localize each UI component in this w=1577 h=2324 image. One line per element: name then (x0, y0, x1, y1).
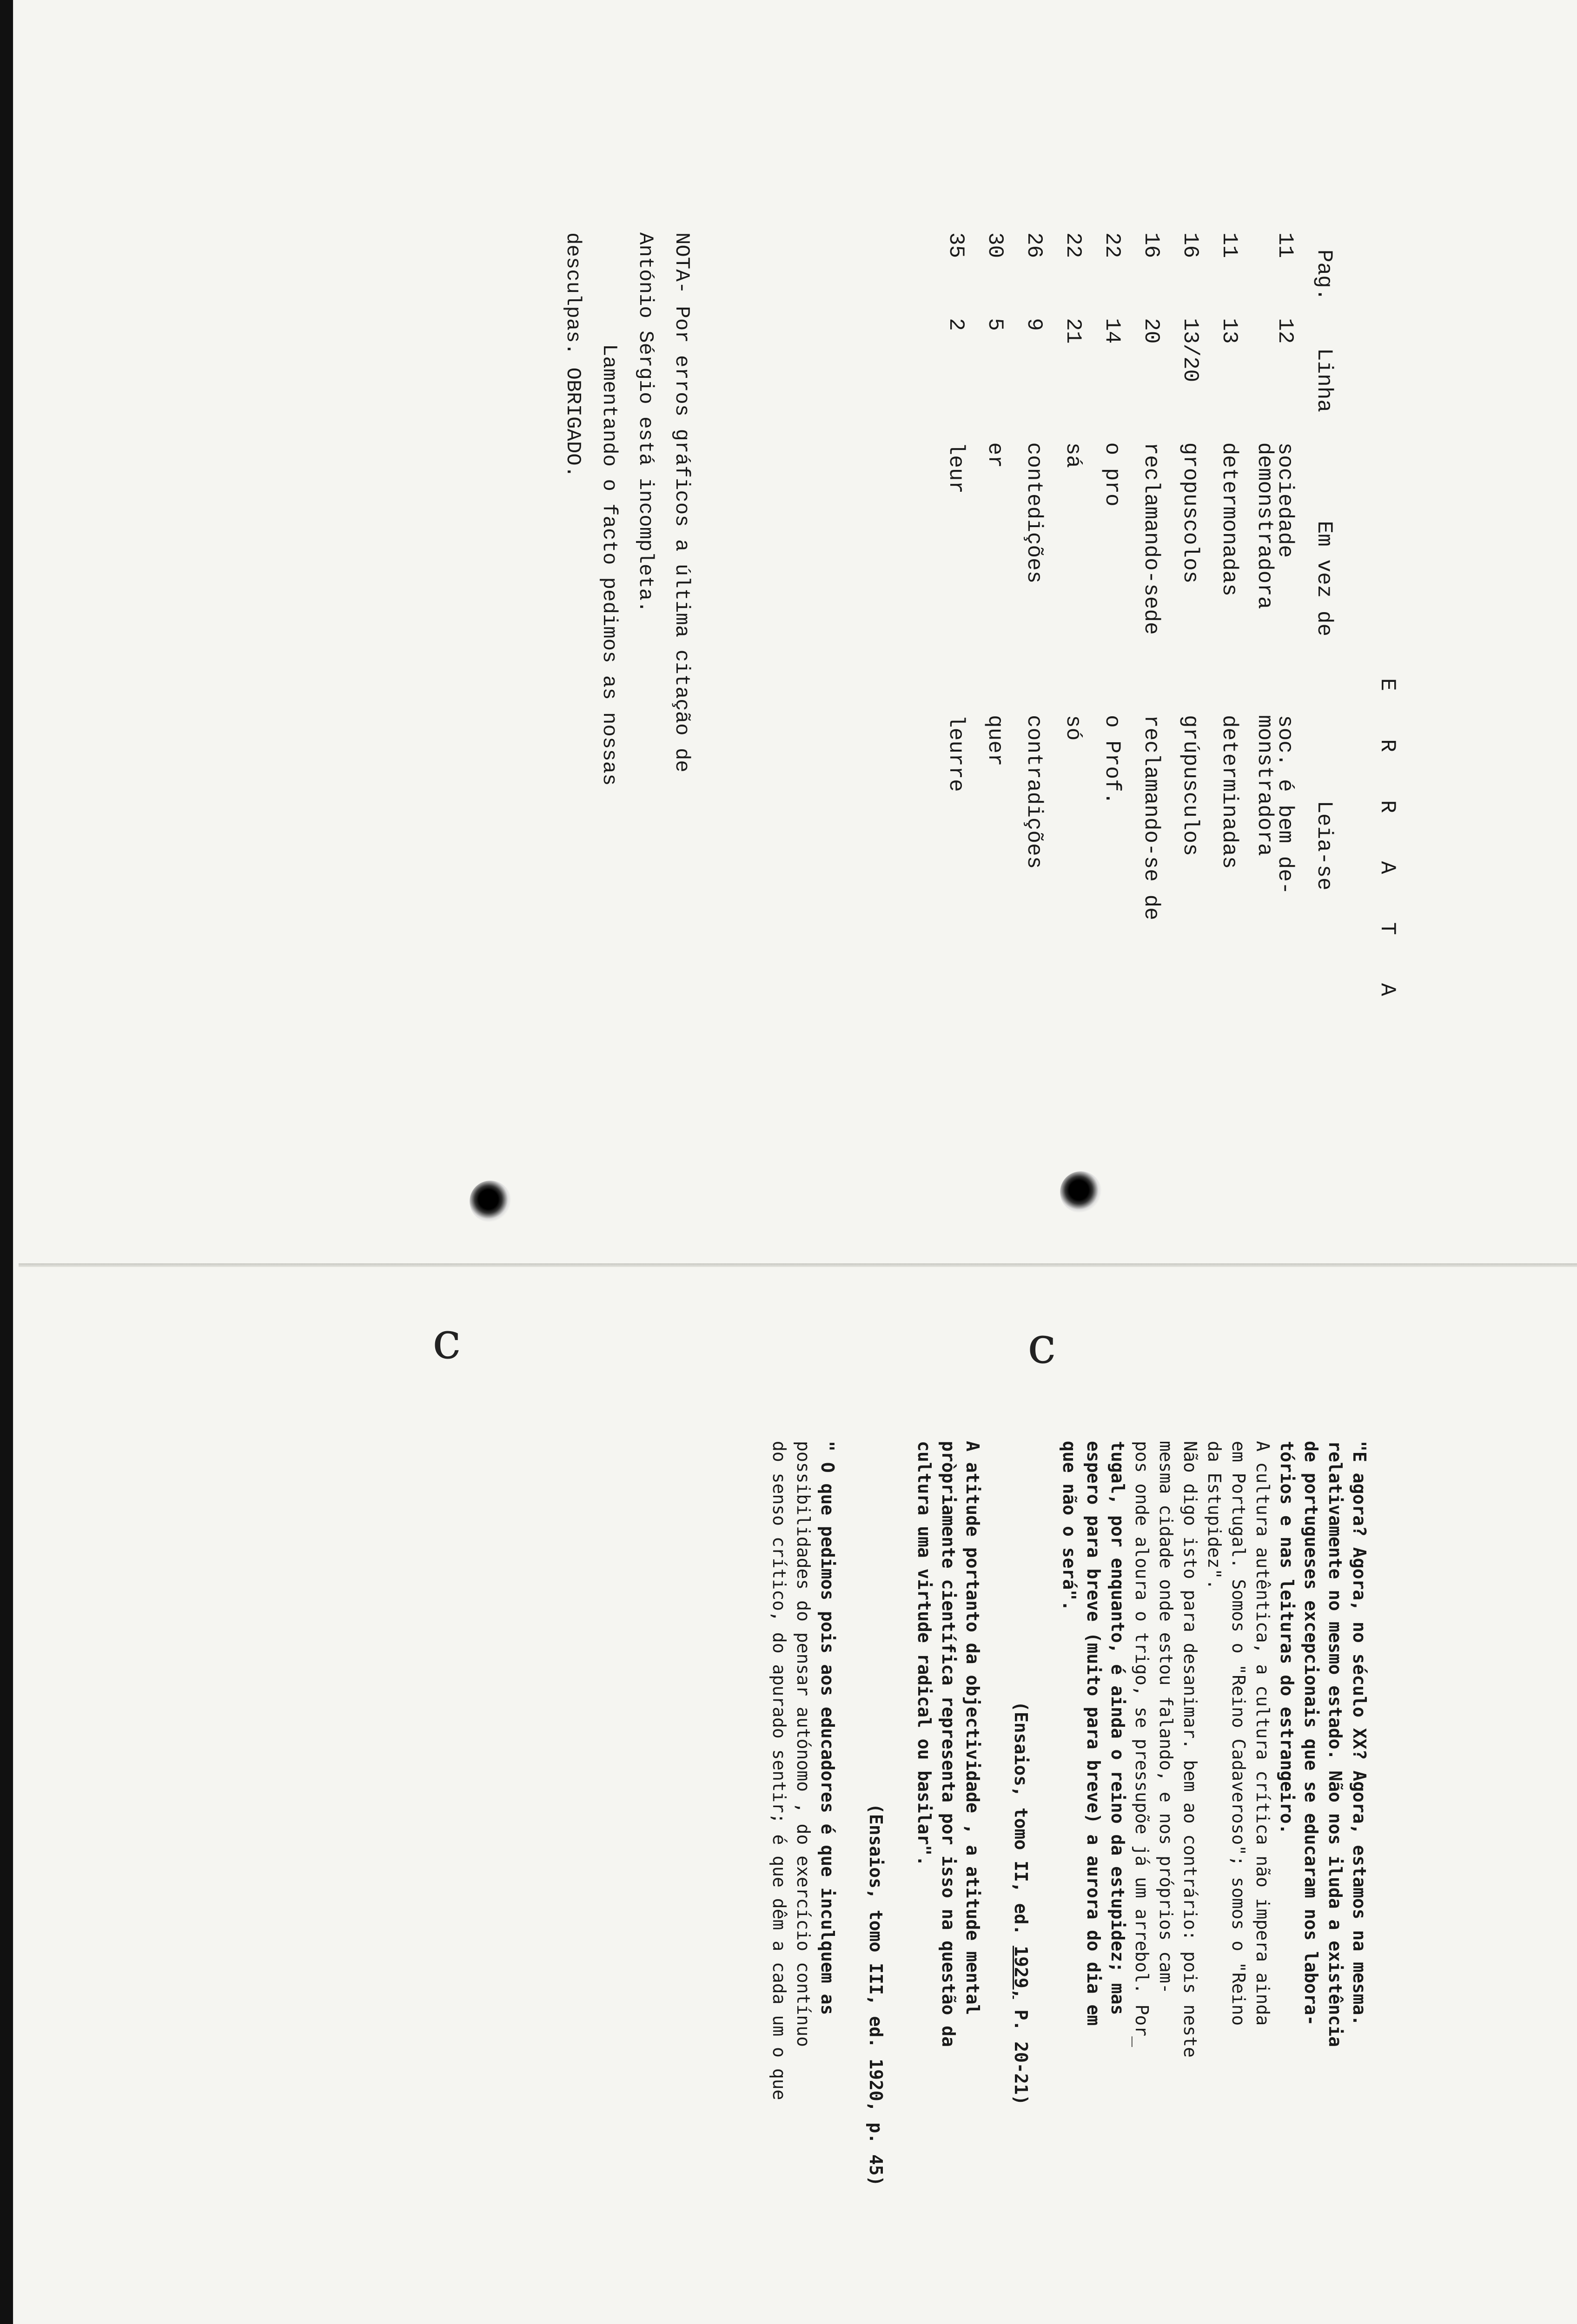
cell-leia-se: grúpusculos (1178, 715, 1202, 856)
spacer (1033, 1441, 1057, 2324)
spacer (888, 1441, 912, 2324)
cell-leia-se: determinadas (1217, 715, 1241, 869)
quotations-section (116, 1441, 1372, 2324)
note-line: desculpas. OBRIGADO. (561, 232, 584, 478)
errata-table (927, 232, 1334, 976)
cell-linha: 13 (1217, 318, 1241, 344)
cell-em-vez-de: leur (944, 442, 968, 494)
cell-linha: 13/20 (1178, 318, 1202, 383)
cell-pag: 11 (1273, 232, 1297, 258)
cell-linha: 2 (944, 318, 968, 331)
citation: (Ensaios, tomo III, ed. 1920, p. 45) (866, 1803, 886, 2186)
quote-line: possibilidades do pensar autónomo , do exercício contínuo (793, 1441, 814, 2047)
cell-pag: 30 (983, 232, 1007, 258)
errata-row (1044, 232, 1083, 976)
cell-em-vez-de: reclamando-sede (1139, 442, 1163, 635)
quote-line: relativamente no mesmo estado. Não nos iluda a existência (1325, 1441, 1345, 2047)
errata-row (1200, 232, 1239, 976)
quote-line: Não digo isto para desanimar. bem ao contrário: pois neste (1180, 1441, 1200, 2058)
quote-line: mesma cidade onde estou falando, e nos próprios cam- (1156, 1441, 1176, 1994)
punch-hole (1060, 1171, 1102, 1213)
quote-line: do senso crítico, do apurado sentir; é que dêm a cada um o que (769, 1441, 789, 2100)
citation-year: 1929, (1011, 1946, 1031, 1999)
header-pag: Pag. (1312, 249, 1336, 301)
header-em-vez-de: Em vez de (1312, 521, 1336, 637)
spacer (985, 1441, 1009, 2324)
cell-em-vez-de: contedições (1022, 442, 1046, 584)
citation (1009, 1441, 1033, 2324)
errata-row (1083, 232, 1122, 976)
cell-pag: 22 (1061, 232, 1085, 258)
errata-row (1161, 232, 1200, 976)
quote-line: que não o será". (1059, 1441, 1080, 1611)
citation-suffix: P. 20-21) (1011, 1999, 1031, 2106)
errata-row (927, 232, 966, 976)
errata-row (1005, 232, 1044, 976)
page-fold-line (19, 1263, 1577, 1267)
quote-line: pos onde aloura o trigo, se pressupõe já um arrebol. Por_ (1132, 1441, 1152, 2047)
cell-linha: 20 (1139, 318, 1163, 344)
cell-pag: 35 (944, 232, 968, 258)
errata-header-row (1295, 232, 1334, 976)
cell-pag: 26 (1022, 232, 1046, 258)
header-linha: Linha (1312, 348, 1336, 412)
quote-line: tórios e nas leituras do estrangeiro. (1277, 1441, 1297, 1835)
errata-row (966, 232, 1005, 976)
errata-title: E R R A T A (1375, 678, 1399, 1014)
cell-em-vez-de: gropuscolos (1178, 442, 1202, 584)
cell-pag: 16 (1139, 232, 1163, 258)
cell-leia-se: quer (983, 715, 1007, 766)
note-line: NOTA- Por erros gráficos a última citação de (670, 232, 693, 772)
quote-line: "E agora? Agora, no século XX? Agora, estamos na mesma. (1349, 1441, 1370, 2026)
quote-line: pròpriamente científica representa por isso na questão da (938, 1441, 959, 2047)
punch-hole (470, 1181, 511, 1222)
errata-row (1122, 232, 1161, 976)
quote-line: cultura uma virtude radical ou basilar". (914, 1441, 934, 1867)
cell-em-vez-de: determonadas (1217, 442, 1241, 596)
quote-line: A cultura autêntica, a cultura crítica não impera ainda (1252, 1441, 1273, 2026)
quote-line: A atitude portanto da objectividade , a atitude mental (962, 1441, 983, 2015)
margin-mark: c (1027, 1315, 1056, 1375)
errata-row (1239, 232, 1295, 976)
cell-leia-se: só (1061, 715, 1085, 741)
quote-line: da Estupidez". (1204, 1441, 1225, 1590)
cell-pag: 11 (1217, 232, 1241, 258)
errata-section (377, 232, 1399, 1218)
quote-line: em Portugal. Somos o "Reino Cadaveroso"; somos o "Reino (1228, 1441, 1249, 2026)
cell-leia-se: reclamando-se de (1139, 715, 1163, 920)
cell-pag: 22 (1100, 232, 1124, 258)
quote-line: tugal, por enquanto, é ainda o reino da estupidez; mas (1107, 1441, 1128, 2015)
citation-prefix: (Ensaios, tomo II, ed. (1011, 1701, 1031, 1946)
quote-line: de portugueses excepcionais que se educaram nos labora- (1301, 1441, 1321, 2026)
note-line: António Sérgio está incompleta. (634, 232, 657, 613)
cell-leia-se: leurre (944, 715, 968, 792)
quote-line: espero para breve (muito para breve) a aurora do dia em (1083, 1441, 1104, 2026)
cell-leia-se: contradições (1022, 715, 1046, 869)
cell-em-vez-de: o pro (1100, 442, 1124, 507)
scan-left-edge (0, 0, 13, 2324)
cell-linha: 9 (1022, 318, 1046, 331)
note-line: Lamentando o facto pedimos as nossas (597, 344, 621, 786)
header-leia-se: Leia-se (1312, 800, 1336, 891)
cell-linha: 5 (983, 318, 1007, 331)
cell-em-vez-de: sociedade demonstradora (1252, 442, 1297, 609)
cell-em-vez-de: sá (1061, 442, 1085, 468)
cell-linha: 14 (1100, 318, 1124, 344)
cell-linha: 21 (1061, 318, 1085, 344)
errata-note (552, 232, 697, 1208)
cell-leia-se: o Prof. (1100, 715, 1124, 805)
cell-pag: 16 (1178, 232, 1202, 258)
cell-leia-se: soc. é bem de- monstradora (1252, 715, 1297, 895)
cell-em-vez-de: er (983, 442, 1007, 468)
margin-mark: c (432, 1311, 461, 1370)
cell-linha: 12 (1273, 318, 1297, 344)
spacer (840, 1441, 864, 2324)
quote-line: " O que pedimos pois aos educadores é que inculquem as (817, 1441, 838, 2015)
